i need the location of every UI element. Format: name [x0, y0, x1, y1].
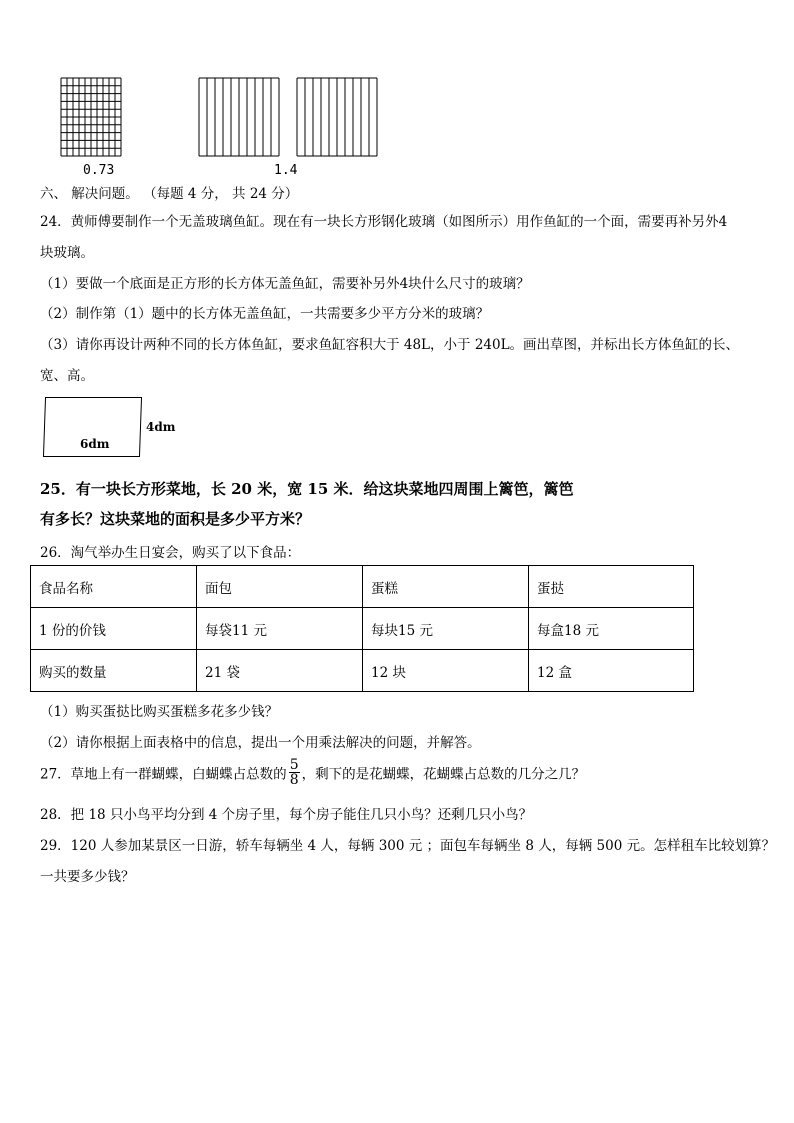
food-table — [30, 565, 694, 692]
tenths-strip-second — [296, 77, 378, 157]
grid-caption: 0.73 — [83, 163, 115, 178]
q24-sub3-line2: 宽、高。 — [40, 368, 94, 384]
fraction-denominator: 8 — [289, 772, 299, 788]
table-cell: 蛋糕 — [363, 566, 529, 608]
rect-width-label: 6dm — [80, 437, 110, 451]
table-cell: 1 份的价钱 — [31, 608, 197, 650]
q24-line1: 24．黄师傅要制作一个无盖玻璃鱼缸。现在有一块长方形钢化玻璃（如图所示）用作鱼缸的一个面，需要再补另外4 — [40, 214, 728, 230]
table-cell: 蛋挞 — [529, 566, 694, 608]
q27-before: 27．草地上有一群蝴蝶，白蝴蝶占总数的 — [40, 766, 287, 783]
table-cell: 12 块 — [363, 650, 529, 692]
table-cell: 每块15 元 — [363, 608, 529, 650]
q28: 28．把 18 只小鸟平均分到 4 个房子里，每个房子能住几只小鸟？还剩几只小鸟？ — [40, 807, 533, 823]
table-cell: 购买的数量 — [31, 650, 197, 692]
hundred-grid — [60, 77, 122, 157]
q27 — [40, 758, 585, 787]
rect-height-label: 4dm — [146, 420, 176, 434]
q26-sub1: （1）购买蛋挞比购买蛋糕多花多少钱？ — [40, 704, 279, 720]
grid-figure — [60, 77, 122, 161]
q25-line1: 25．有一块长方形菜地，长 20 米，宽 15 米．给这块菜地四周围上篱笆，篱笆 — [40, 480, 574, 498]
table-row — [31, 650, 694, 692]
q24-line2: 块玻璃。 — [40, 245, 94, 261]
q27-after: ，剩下的是花蝴蝶，花蝴蝶占总数的几分之几？ — [301, 766, 586, 783]
tenths-strip-full — [198, 77, 280, 157]
table-cell: 每袋11 元 — [197, 608, 363, 650]
table-cell: 面包 — [197, 566, 363, 608]
q24-sub3-line1: （3）请你再设计两种不同的长方体鱼缸，要求鱼缸容积大于 48L，小于 240L。画出草图，并标出长方体鱼缸的长、 — [40, 337, 740, 353]
q24-sub1: （1）要做一个底面是正方形的长方体无盖鱼缸，需要补另外4块什么尺寸的玻璃？ — [40, 276, 530, 292]
table-cell: 21 袋 — [197, 650, 363, 692]
stripe-figure-1 — [198, 77, 280, 161]
q29-line1: 29．120 人参加某景区一日游，轿车每辆坐 4 人，每辆 300 元 ；面包车每辆坐 8 人，每辆 500 元。怎样租车比较划算？ — [40, 838, 776, 854]
table-row — [31, 608, 694, 650]
q25-line2: 有多长？这块菜地的面积是多少平方米？ — [40, 510, 311, 528]
table-cell: 12 盒 — [529, 650, 694, 692]
stripe-figure-2 — [296, 77, 378, 161]
q24-sub2: （2）制作第（1）题中的长方体无盖鱼缸，一共需要多少平方分米的玻璃？ — [40, 306, 490, 322]
q26-intro: 26．淘气举办生日宴会，购买了以下食品： — [40, 545, 301, 561]
fraction-numerator: 5 — [289, 757, 299, 773]
section-title: 六、 解决问题。 （每题 4 分， 共 24 分） — [40, 186, 299, 202]
q26-sub2: （2）请你根据上面表格中的信息，提出一个用乘法解决的问题，并解答。 — [40, 735, 481, 751]
table-cell: 每盒18 元 — [529, 608, 694, 650]
fraction-five-eighths — [289, 758, 300, 787]
stripes-caption: 1.4 — [274, 163, 298, 178]
q29-line2: 一共要多少钱？ — [40, 869, 135, 885]
table-header-row — [31, 566, 694, 608]
table-cell: 食品名称 — [31, 566, 197, 608]
